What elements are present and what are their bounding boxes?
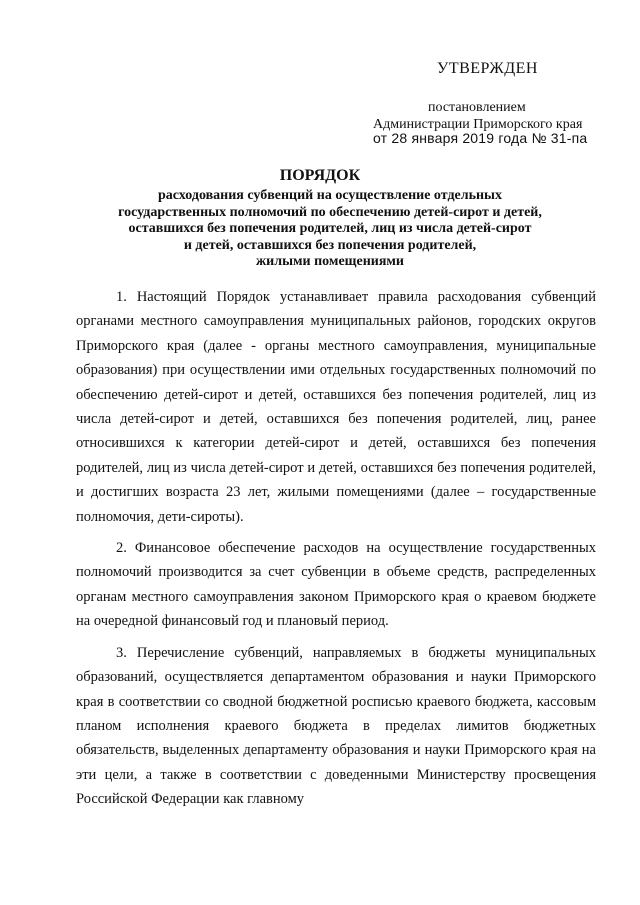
subtitle-line: расходования субвенций на осуществление отдельных	[157, 188, 502, 203]
subtitle-line: оставшихся без попечения родителей, лиц из числа детей-сирот	[128, 221, 532, 236]
document-title: ПОРЯДОК	[279, 167, 361, 184]
subtitle-line: и детей, оставшихся без попечения родителей,	[183, 237, 477, 253]
approval-resolution-line: постановлением	[428, 100, 526, 115]
approval-authority-line: Администрации Приморского края	[373, 117, 583, 132]
paragraph-1: 1. Настоящий Порядок устанавливает правила расходования субвенций органами местного самоуправления муниципальных районов, городских округов Приморского края (далее - органы местного самоуправления, муниципальные образования) при осуществлении ими отдельных государственных полномочий по обеспечению детей-сирот и детей, оставшихся без попечения родителей, лиц из числа детей-сирот и детей, оставшихся без попечения родителей, лиц, ранее относившихся к категории детей-сирот и детей, оставшихся без попечения родителей, лиц из числа детей-сирот и детей, оставшихся без попечения родителей, и достигших возраста 23 лет, жилыми помещениями (далее – государственные полномочия, дети-сироты).	[76, 289, 596, 525]
paragraph-3: 3. Перечисление субвенций, направляемых в бюджеты муниципальных образований, осуществляется департаментом образования и науки Приморского края в соответствии со сводной бюджетной росписью краевого бюджета, кассовым планом исполнения краевого бюджета в пределах лимитов бюджетных обязательств, выделенных департаменту образования и науки Приморского края на эти цели, а также в соответствии с доведенными Министерству просвещения Российской Федерации как главному	[76, 644, 596, 808]
subtitle-line: государственных полномочий по обеспечению детей-сирот и детей,	[118, 204, 542, 220]
document-subtitle	[80, 188, 580, 271]
approval-date-line: от 28 января 2019 года № 31-па	[373, 130, 588, 146]
approval-title: УТВЕРЖДЕН	[437, 60, 538, 77]
subtitle-line: жилыми помещениями	[256, 254, 404, 269]
paragraph-2: 2. Финансовое обеспечение расходов на осуществление государственных полномочий производится за счет субвенции в объеме средств, распределенных органам местного самоуправления законом Приморского края о краевом бюджете на очередной финансовый год и плановый период.	[76, 540, 596, 630]
document-body	[76, 285, 596, 819]
